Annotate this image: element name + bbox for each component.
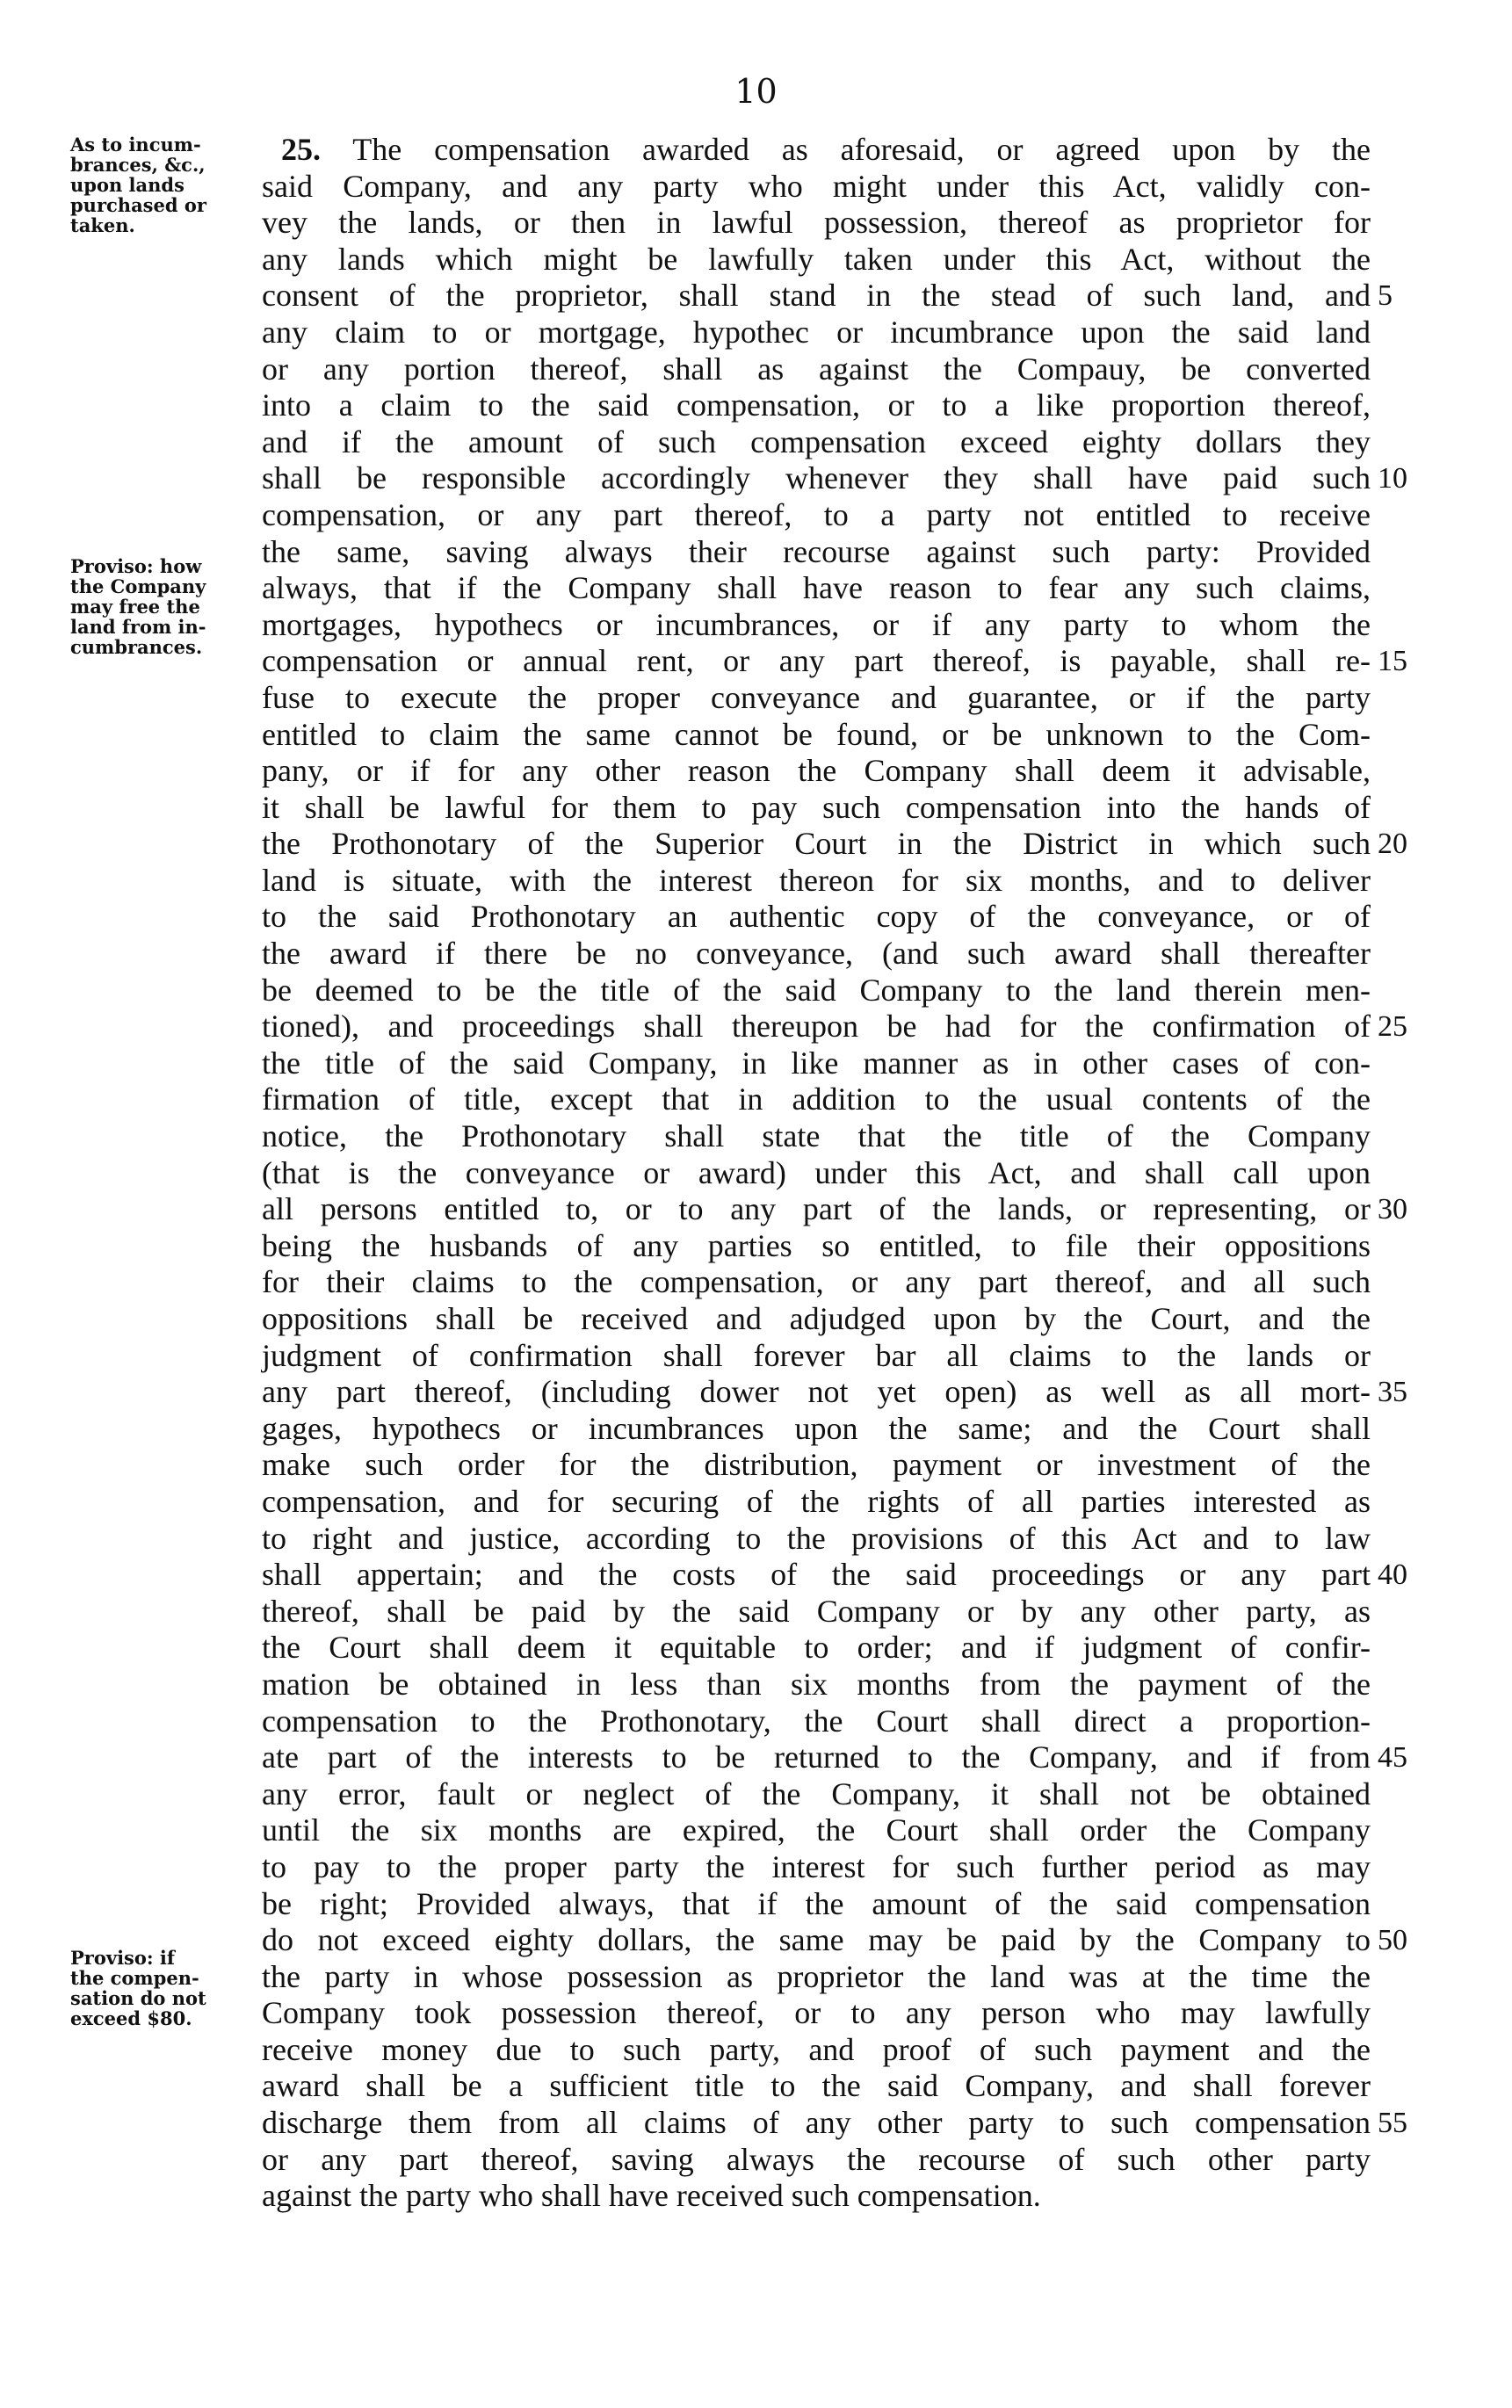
text-line: the award if there be no conveyance, (and such award shall thereafter <box>262 936 1371 972</box>
text-line: being the husbands of any parties so entitled, to file their oppositions <box>262 1227 1371 1263</box>
text-line: vey the lands, or then in lawful possession, thereof as proprietor for <box>262 205 1371 241</box>
text-line: to pay to the proper party the interest for such further period as may <box>262 1848 1371 1884</box>
text-line: compensation or annual rent, or any part thereof, is payable, shall re- <box>262 643 1371 679</box>
line-number: 20 <box>1378 828 1407 861</box>
text-line: any part thereof, (including dower not yet open) as well as all mort- <box>262 1374 1371 1410</box>
text-line: compensation to the Prothonotary, the Court shall direct a proportion- <box>262 1703 1371 1739</box>
margin-note-line: cumbrances. <box>70 636 203 658</box>
text-line: receive money due to such party, and proof of such payment and the <box>262 2031 1371 2067</box>
text-line: shall be responsible accordingly whenever they shall have paid such <box>262 460 1371 496</box>
margin-note-line: Proviso: how <box>70 555 202 577</box>
page-number: 10 <box>734 72 778 111</box>
text-line: the title of the said Company, in like manner as in other cases of con- <box>262 1045 1371 1081</box>
margin-note-line: land from in- <box>70 616 206 638</box>
text-line: into a claim to the said compensation, or to a like proportion thereof, <box>262 387 1371 423</box>
margin-note-line: the compen- <box>70 1967 199 1989</box>
margin-note-line: purchased or <box>70 194 206 216</box>
text-line: mortgages, hypothecs or incumbrances, or if any party to whom the <box>262 606 1371 642</box>
line-number: 25 <box>1378 1010 1407 1044</box>
text-line: any claim to or mortgage, hypothec or incumbrance upon the said land <box>262 314 1371 350</box>
text-line: make such order for the distribution, payment or investment of the <box>262 1447 1371 1483</box>
text-line: the Court shall deem it equitable to order; and if judgment of confir- <box>262 1630 1371 1666</box>
text-line: until the six months are expired, the Court shall order the Company <box>262 1812 1371 1848</box>
text-line: or any portion thereof, shall as against the Compauy, be converted <box>262 351 1371 387</box>
text-line: judgment of confirmation shall forever bar all claims to the lands or <box>262 1337 1371 1373</box>
text-line: to right and justice, according to the provisions of this Act and to law <box>262 1520 1371 1556</box>
text-line: notice, the Prothonotary shall state that the title of the Company <box>262 1118 1371 1154</box>
text-line: Company took possession thereof, or to any person who may lawfully <box>262 1995 1371 2031</box>
margin-note-line: exceed $80. <box>70 2007 192 2029</box>
section-first-line: The compensation awarded as aforesaid, or agreed upon by the <box>321 132 1371 167</box>
text-line: entitled to claim the same cannot be found, or be unknown to the Com- <box>262 716 1371 752</box>
text-line: and if the amount of such compensation exceed eighty dollars they <box>262 423 1371 459</box>
text-line: consent of the proprietor, shall stand in the stead of such land, and <box>262 278 1371 314</box>
text-line: gages, hypothecs or incumbrances upon the same; and the Court shall <box>262 1410 1371 1446</box>
margin-note-line: sation do not <box>70 1987 206 2009</box>
line-number: 15 <box>1378 645 1407 678</box>
text-line: ate part of the interests to be returned to the Company, and if from <box>262 1739 1371 1775</box>
line-number: 30 <box>1378 1193 1407 1226</box>
text-line: the same, saving always their recourse against such party: Provided <box>262 533 1371 569</box>
text-line: the party in whose possession as proprietor the land was at the time the <box>262 1958 1371 1994</box>
line-number: 55 <box>1378 2107 1407 2140</box>
text-line: firmation of title, except that in addition to the usual contents of the <box>262 1081 1371 1117</box>
text-line: said Company, and any party who might under this Act, validly con- <box>262 168 1371 204</box>
text-line: thereof, shall be paid by the said Company or by any other party, as <box>262 1593 1371 1629</box>
margin-note-line: may free the <box>70 596 200 618</box>
line-number: 50 <box>1378 1924 1407 1957</box>
margin-note-line: As to incum- <box>70 134 201 155</box>
text-line: compensation, and for securing of the rights of all parties interested as <box>262 1483 1371 1519</box>
text-line: any error, fault or neglect of the Company, it shall not be obtained <box>262 1775 1371 1811</box>
text-line: to the said Prothonotary an authentic copy of the conveyance, or of <box>262 899 1371 935</box>
text-line: land is situate, with the interest thereon for six months, and to deliver <box>262 862 1371 898</box>
text-line: always, that if the Company shall have reason to fear any such claims, <box>262 570 1371 606</box>
text-line: against the party who shall have received such compensation. <box>262 2178 1041 2214</box>
section-number: 25. <box>281 132 321 167</box>
text-line <box>262 132 1371 169</box>
section-body-lines <box>262 169 1371 2215</box>
text-line: discharge them from all claims of any other party to such compensation <box>262 2105 1371 2141</box>
text-line: (that is the conveyance or award) under this Act, and shall call upon <box>262 1154 1371 1190</box>
margin-note-line: brances, &c., <box>70 154 206 176</box>
margin-note-proviso-free <box>70 556 259 657</box>
text-line: do not exceed eighty dollars, the same may be paid by the Company to <box>262 1922 1371 1958</box>
margin-note-line: Proviso: if <box>70 1947 175 1969</box>
margin-note-proviso-80 <box>70 1948 259 2028</box>
text-line: fuse to execute the proper conveyance and guarantee, or if the party <box>262 679 1371 715</box>
text-line: tioned), and proceedings shall thereupon be had for the confirmation of <box>262 1009 1371 1045</box>
text-line: be right; Provided always, that if the amount of the said compensation <box>262 1885 1371 1921</box>
text-line: it shall be lawful for them to pay such compensation into the hands of <box>262 789 1371 825</box>
text-line: mation be obtained in less than six months from the payment of the <box>262 1666 1371 1702</box>
line-number: 5 <box>1378 279 1393 313</box>
text-line: oppositions shall be received and adjudged upon by the Court, and the <box>262 1301 1371 1336</box>
text-line: or any part thereof, saving always the recourse of such other party <box>262 2141 1371 2177</box>
text-line: pany, or if for any other reason the Company shall deem it advisable, <box>262 753 1371 789</box>
line-number: 40 <box>1378 1558 1407 1592</box>
line-number: 35 <box>1378 1376 1407 1409</box>
text-line: award shall be a sufficient title to the said Company, and shall forever <box>262 2068 1371 2104</box>
section-25-text <box>262 132 1371 2215</box>
text-line: compensation, or any part thereof, to a party not entitled to receive <box>262 496 1371 532</box>
margin-note-line: upon lands <box>70 174 184 196</box>
margin-note-incumbrances <box>70 134 259 235</box>
margin-note-line: the Company <box>70 575 206 597</box>
text-line: any lands which might be lawfully taken under this Act, without the <box>262 241 1371 277</box>
text-line: shall appertain; and the costs of the said proceedings or any part <box>262 1557 1371 1593</box>
margin-note-line: taken. <box>70 214 135 236</box>
text-line: the Prothonotary of the Superior Court in the District in which such <box>262 826 1371 862</box>
text-line: be deemed to be the title of the said Company to the land therein men- <box>262 972 1371 1008</box>
text-line: for their claims to the compensation, or any part thereof, and all such <box>262 1264 1371 1300</box>
text-line: all persons entitled to, or to any part of the lands, or representing, or <box>262 1191 1371 1227</box>
line-number: 10 <box>1378 462 1407 495</box>
line-number: 45 <box>1378 1741 1407 1775</box>
